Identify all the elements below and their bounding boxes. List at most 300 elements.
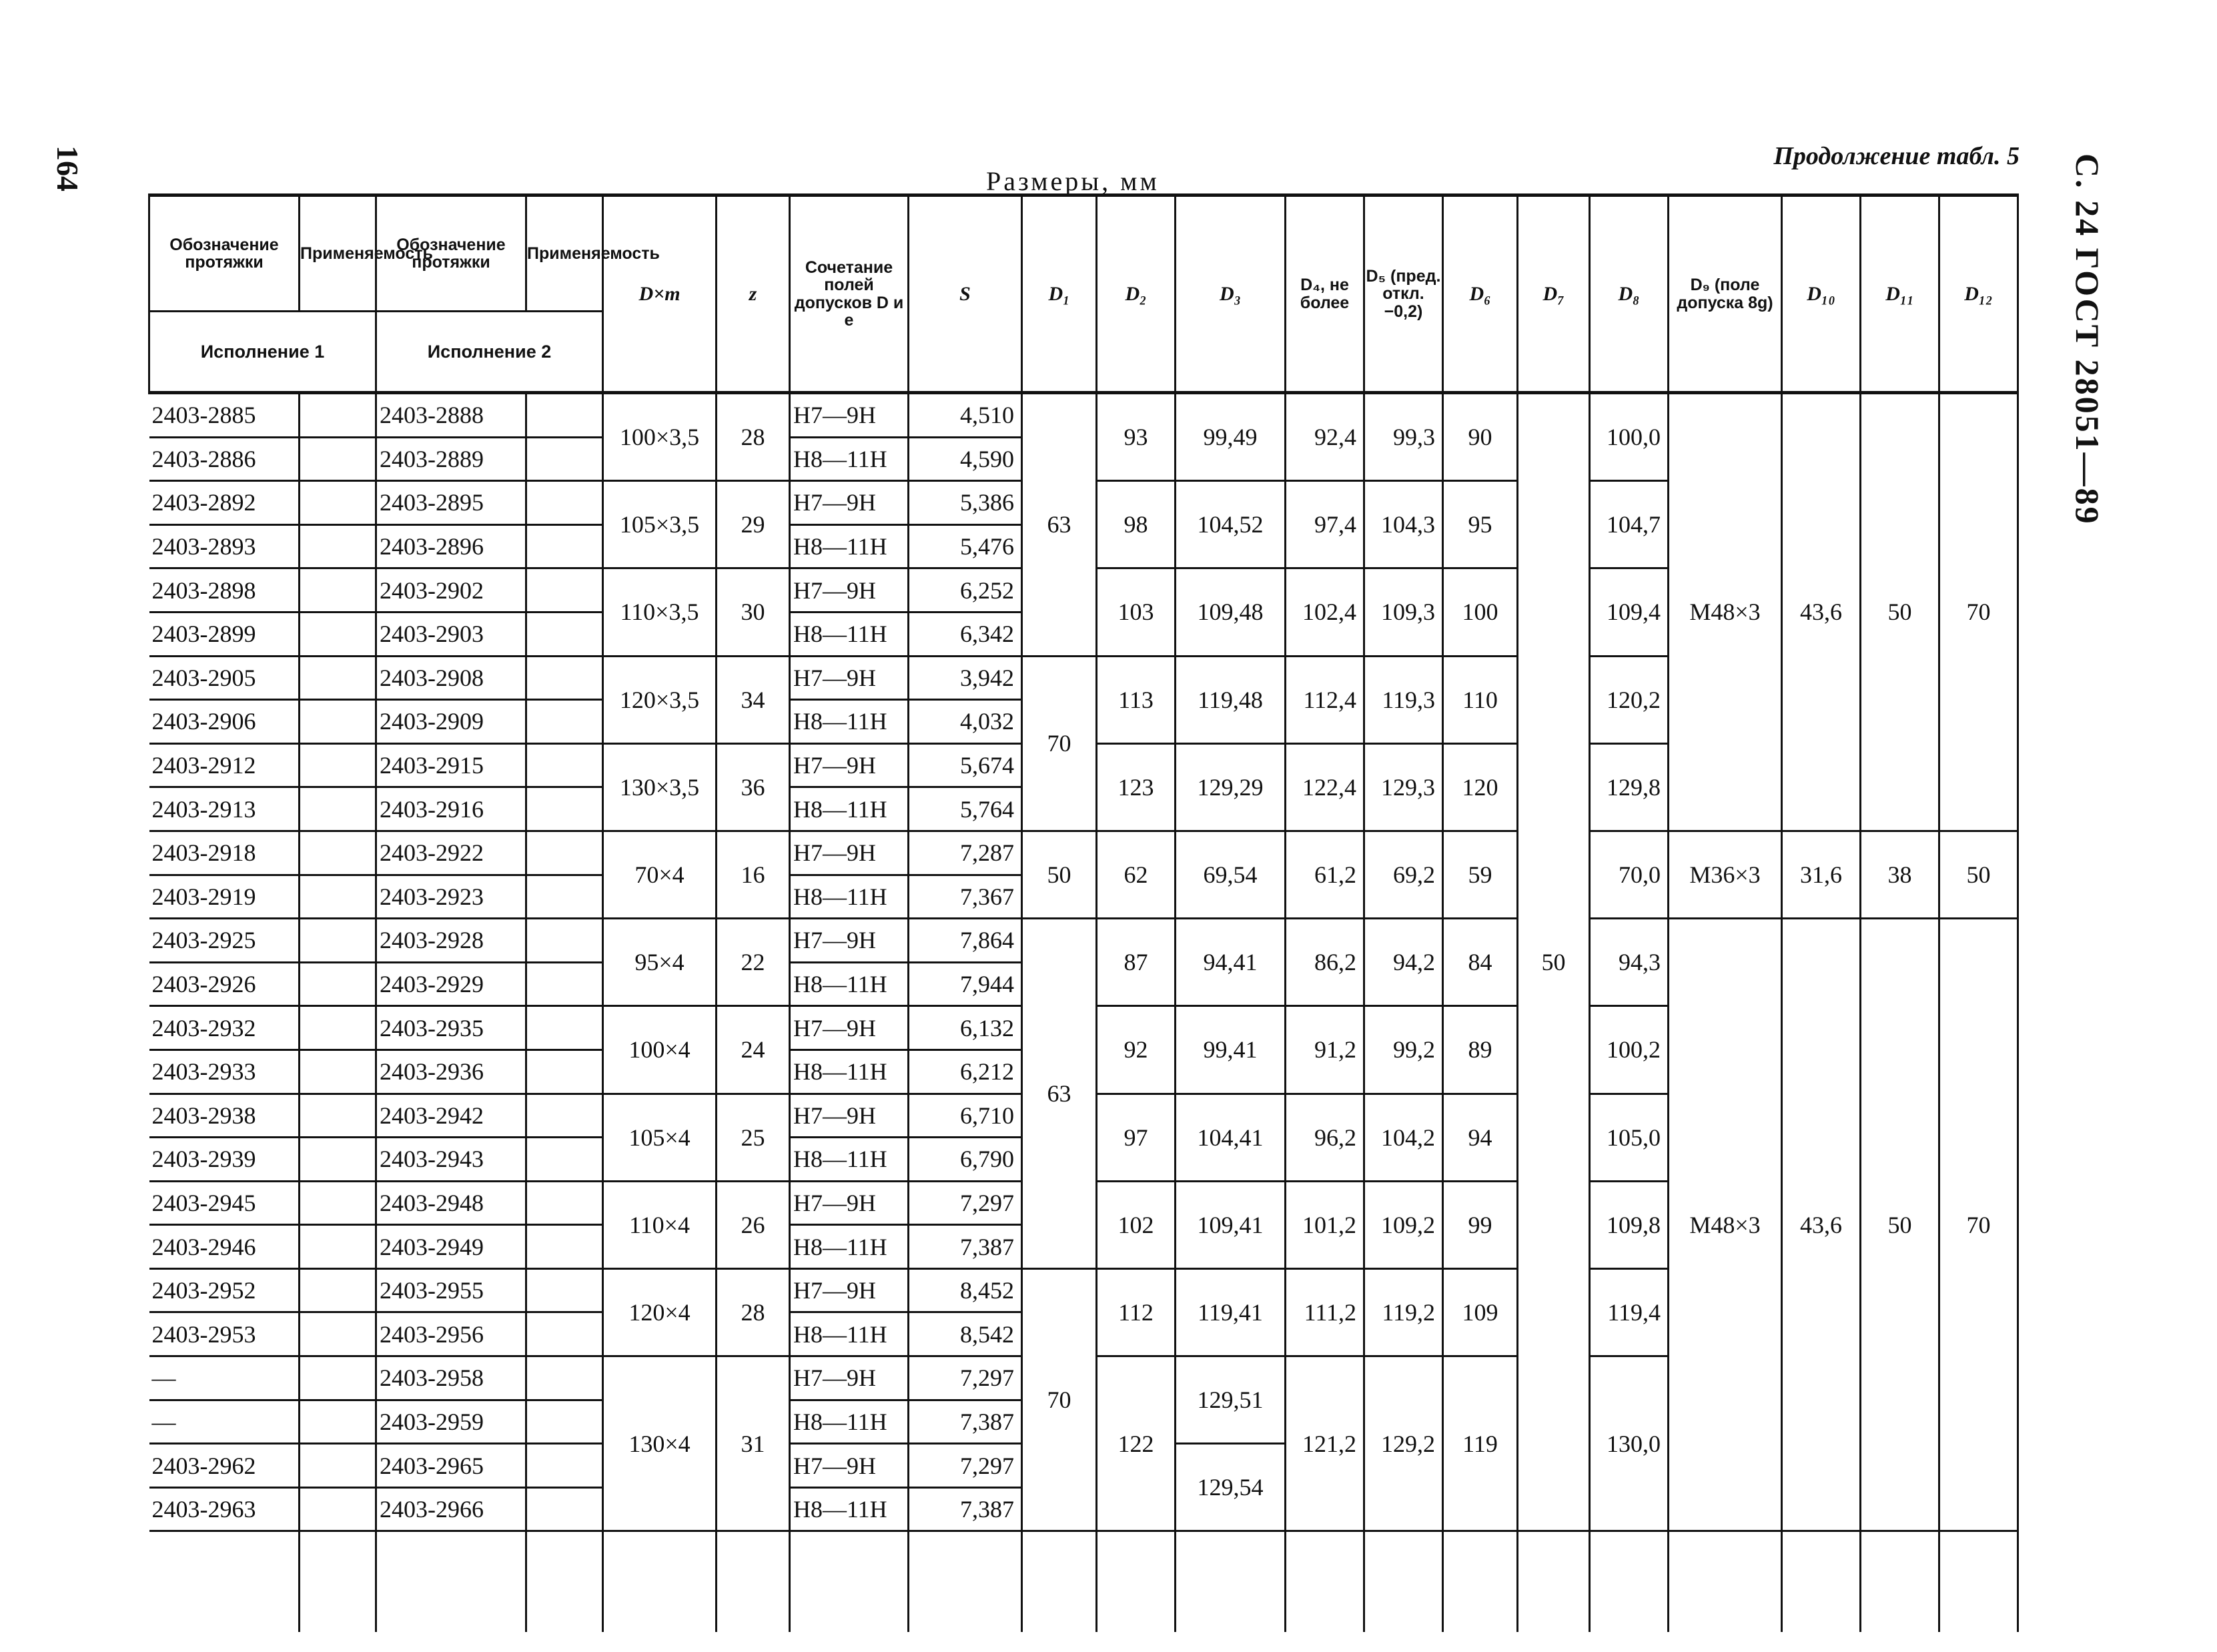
s-value: 6,212 — [909, 1050, 1022, 1094]
s-value: 7,387 — [909, 1400, 1022, 1444]
designation-exec1: 2403-2962 — [149, 1444, 300, 1488]
d6-value: 120 — [1443, 743, 1518, 831]
d9-thread: M48×3 — [1669, 919, 1782, 1531]
designation-exec2: 2403-2895 — [376, 481, 526, 525]
d6-value: 95 — [1443, 481, 1518, 568]
designation-exec1: 2403-2932 — [149, 1006, 300, 1050]
empty-cell — [1590, 1531, 1669, 1633]
applicability-exec1 — [300, 1225, 376, 1269]
d5-value: 129,3 — [1364, 743, 1443, 831]
applicability-exec1 — [300, 393, 376, 438]
applicability-exec2 — [526, 1444, 603, 1488]
d6-value: 89 — [1443, 1006, 1518, 1094]
s-value: 5,674 — [909, 743, 1022, 787]
designation-exec1: 2403-2912 — [149, 743, 300, 787]
dxm-value: 110×4 — [603, 1181, 717, 1268]
d3-value: 129,51 — [1176, 1356, 1286, 1444]
d4-value: 91,2 — [1286, 1006, 1364, 1094]
d4-value: 92,4 — [1286, 393, 1364, 481]
broach-dimensions-table — [148, 193, 2019, 1632]
tolerance-combination: H8—11H — [790, 1225, 909, 1269]
d2-value: 113 — [1097, 656, 1176, 743]
designation-exec1: 2403-2898 — [149, 568, 300, 612]
designation-exec2: 2403-2908 — [376, 656, 526, 700]
d12-value: 70 — [1939, 393, 2018, 831]
d8-value: 100,0 — [1590, 393, 1669, 481]
table-row — [149, 831, 2018, 875]
tolerance-combination: H8—11H — [790, 1312, 909, 1356]
header-applicability-1: Применяемость — [300, 195, 376, 312]
tolerance-combination: H7—9H — [790, 919, 909, 963]
designation-exec2: 2403-2928 — [376, 919, 526, 963]
d8-value: 130,0 — [1590, 1356, 1669, 1531]
d6-value: 110 — [1443, 656, 1518, 743]
d2-value: 103 — [1097, 568, 1176, 656]
applicability-exec1 — [300, 1400, 376, 1444]
tolerance-combination: H7—9H — [790, 831, 909, 875]
d7-value: 50 — [1518, 393, 1590, 1531]
d4-value: 121,2 — [1286, 1356, 1364, 1531]
applicability-exec2 — [526, 1181, 603, 1225]
tolerance-combination: H7—9H — [790, 656, 909, 700]
designation-exec2: 2403-2959 — [376, 1400, 526, 1444]
d3-value: 104,41 — [1176, 1094, 1286, 1181]
header-designation-2: Обозначение протяжки — [376, 195, 526, 312]
applicability-exec1 — [300, 700, 376, 744]
dxm-value: 95×4 — [603, 919, 717, 1006]
s-value: 6,710 — [909, 1094, 1022, 1138]
d8-value: 120,2 — [1590, 656, 1669, 743]
designation-exec1: 2403-2945 — [149, 1181, 300, 1225]
designation-exec2: 2403-2966 — [376, 1487, 526, 1531]
header-execution-2: Исполнение 2 — [376, 312, 603, 393]
header-dxm: D×m — [603, 195, 717, 393]
dxm-value: 120×4 — [603, 1268, 717, 1356]
d8-value: 70,0 — [1590, 831, 1669, 918]
tolerance-combination: H8—11H — [790, 962, 909, 1006]
header-d3: D₃ — [1176, 195, 1286, 393]
d9-thread: M48×3 — [1669, 393, 1782, 831]
header-d2: D₂ — [1097, 195, 1176, 393]
header-d1: D₁ — [1022, 195, 1097, 393]
d8-value: 94,3 — [1590, 919, 1669, 1006]
table-row — [149, 919, 2018, 963]
applicability-exec1 — [300, 1094, 376, 1138]
designation-exec2: 2403-2922 — [376, 831, 526, 875]
d2-value: 93 — [1097, 393, 1176, 481]
designation-exec1: 2403-2885 — [149, 393, 300, 438]
applicability-exec2 — [526, 524, 603, 568]
designation-exec2: 2403-2888 — [376, 393, 526, 438]
designation-exec2: 2403-2943 — [376, 1138, 526, 1182]
header-d5: D₅ (пред. откл. −0,2) — [1364, 195, 1443, 393]
d8-value: 104,7 — [1590, 481, 1669, 568]
s-value: 6,132 — [909, 1006, 1022, 1050]
s-value: 4,590 — [909, 437, 1022, 481]
applicability-exec2 — [526, 612, 603, 656]
d6-value: 100 — [1443, 568, 1518, 656]
designation-exec2: 2403-2902 — [376, 568, 526, 612]
empty-cell — [376, 1531, 526, 1633]
d2-value: 123 — [1097, 743, 1176, 831]
empty-cell — [1176, 1531, 1286, 1633]
empty-cell — [1097, 1531, 1176, 1633]
d5-value: 69,2 — [1364, 831, 1443, 918]
empty-cell — [909, 1531, 1022, 1633]
applicability-exec1 — [300, 962, 376, 1006]
s-value: 6,790 — [909, 1138, 1022, 1182]
d6-value: 59 — [1443, 831, 1518, 918]
d4-value: 122,4 — [1286, 743, 1364, 831]
applicability-exec2 — [526, 1225, 603, 1269]
tolerance-combination: H8—11H — [790, 1487, 909, 1531]
applicability-exec2 — [526, 1356, 603, 1400]
empty-cell — [1364, 1531, 1443, 1633]
designation-exec2: 2403-2936 — [376, 1050, 526, 1094]
tolerance-combination: H8—11H — [790, 875, 909, 919]
tolerance-combination: H7—9H — [790, 743, 909, 787]
applicability-exec1 — [300, 656, 376, 700]
header-d10: D₁₀ — [1782, 195, 1861, 393]
tolerance-combination: H8—11H — [790, 1400, 909, 1444]
d8-value: 129,8 — [1590, 743, 1669, 831]
designation-exec2: 2403-2929 — [376, 962, 526, 1006]
dimensions-caption: Размеры, мм — [986, 166, 1160, 196]
designation-exec2: 2403-2909 — [376, 700, 526, 744]
dxm-value: 130×3,5 — [603, 743, 717, 831]
d3-value: 94,41 — [1176, 919, 1286, 1006]
tolerance-combination: H8—11H — [790, 612, 909, 656]
empty-cell — [1861, 1531, 1939, 1633]
applicability-exec1 — [300, 612, 376, 656]
header-d12: D₁₂ — [1939, 195, 2018, 393]
applicability-exec2 — [526, 1487, 603, 1531]
empty-cell — [790, 1531, 909, 1633]
empty-cell — [1782, 1531, 1861, 1633]
s-value: 5,764 — [909, 787, 1022, 831]
applicability-exec1 — [300, 1356, 376, 1400]
empty-cell — [1669, 1531, 1782, 1633]
d5-value: 104,2 — [1364, 1094, 1443, 1181]
tolerance-combination: H8—11H — [790, 1138, 909, 1182]
applicability-exec2 — [526, 1312, 603, 1356]
applicability-exec2 — [526, 1006, 603, 1050]
d11-value: 38 — [1861, 831, 1939, 918]
d10-value: 43,6 — [1782, 393, 1861, 831]
designation-exec1: 2403-2963 — [149, 1487, 300, 1531]
d6-value: 90 — [1443, 393, 1518, 481]
z-value: 36 — [717, 743, 790, 831]
d6-value: 99 — [1443, 1181, 1518, 1268]
s-value: 7,864 — [909, 919, 1022, 963]
s-value: 7,287 — [909, 831, 1022, 875]
applicability-exec1 — [300, 1312, 376, 1356]
d8-value: 100,2 — [1590, 1006, 1669, 1094]
s-value: 7,387 — [909, 1225, 1022, 1269]
z-value: 22 — [717, 919, 790, 1006]
header-applicability-2: Применяемость — [526, 195, 603, 312]
tolerance-combination: H7—9H — [790, 393, 909, 438]
z-value: 34 — [717, 656, 790, 743]
tolerance-combination: H7—9H — [790, 481, 909, 525]
table-row — [149, 393, 2018, 438]
header-execution-1: Исполнение 1 — [149, 312, 376, 393]
tolerance-combination: H7—9H — [790, 1356, 909, 1400]
applicability-exec1 — [300, 524, 376, 568]
tolerance-combination: H8—11H — [790, 437, 909, 481]
dxm-value: 110×3,5 — [603, 568, 717, 656]
empty-cell — [526, 1531, 603, 1633]
d3-value: 99,49 — [1176, 393, 1286, 481]
applicability-exec1 — [300, 1138, 376, 1182]
s-value: 7,297 — [909, 1356, 1022, 1400]
applicability-exec1 — [300, 787, 376, 831]
d5-value: 104,3 — [1364, 481, 1443, 568]
designation-exec2: 2403-2923 — [376, 875, 526, 919]
d4-value: 61,2 — [1286, 831, 1364, 918]
applicability-exec2 — [526, 919, 603, 963]
d3-value: 109,41 — [1176, 1181, 1286, 1268]
d1-value: 50 — [1022, 831, 1097, 918]
s-value: 4,032 — [909, 700, 1022, 744]
s-value: 7,944 — [909, 962, 1022, 1006]
empty-cell — [1022, 1531, 1097, 1633]
applicability-exec2 — [526, 743, 603, 787]
d4-value: 101,2 — [1286, 1181, 1364, 1268]
standard-side-label: С. 24 ГОСТ 28051—89 — [2069, 153, 2106, 526]
dxm-value: 70×4 — [603, 831, 717, 918]
s-value: 7,297 — [909, 1444, 1022, 1488]
d9-thread: M36×3 — [1669, 831, 1782, 918]
d3-value: 129,29 — [1176, 743, 1286, 831]
applicability-exec1 — [300, 481, 376, 525]
dxm-value: 100×4 — [603, 1006, 717, 1094]
applicability-exec2 — [526, 481, 603, 525]
tolerance-combination: H7—9H — [790, 1268, 909, 1312]
applicability-exec1 — [300, 1006, 376, 1050]
applicability-exec1 — [300, 875, 376, 919]
d4-value: 111,2 — [1286, 1268, 1364, 1356]
designation-exec2: 2403-2915 — [376, 743, 526, 787]
d4-value: 97,4 — [1286, 481, 1364, 568]
designation-exec1: 2403-2918 — [149, 831, 300, 875]
designation-exec2: 2403-2958 — [376, 1356, 526, 1400]
d3-value: 119,48 — [1176, 656, 1286, 743]
header-tolerance-fields: Сочетание полей допусков D и e — [790, 195, 909, 393]
tolerance-combination: H8—11H — [790, 1050, 909, 1094]
applicability-exec2 — [526, 1094, 603, 1138]
d8-value: 119,4 — [1590, 1268, 1669, 1356]
d4-value: 86,2 — [1286, 919, 1364, 1006]
applicability-exec1 — [300, 831, 376, 875]
empty-cell — [717, 1531, 790, 1633]
d5-value: 109,3 — [1364, 568, 1443, 656]
applicability-exec1 — [300, 919, 376, 963]
d5-value: 99,2 — [1364, 1006, 1443, 1094]
d6-value: 84 — [1443, 919, 1518, 1006]
d3-value: 109,48 — [1176, 568, 1286, 656]
table-trailing-space — [149, 1531, 2018, 1633]
header-s: S — [909, 195, 1022, 393]
d11-value: 50 — [1861, 393, 1939, 831]
z-value: 24 — [717, 1006, 790, 1094]
designation-exec1: 2403-2926 — [149, 962, 300, 1006]
s-value: 4,510 — [909, 393, 1022, 438]
tolerance-combination: H7—9H — [790, 1181, 909, 1225]
d4-value: 96,2 — [1286, 1094, 1364, 1181]
header-d11: D₁₁ — [1861, 195, 1939, 393]
d2-value: 97 — [1097, 1094, 1176, 1181]
dxm-value: 120×3,5 — [603, 656, 717, 743]
applicability-exec1 — [300, 1268, 376, 1312]
designation-exec1: 2403-2925 — [149, 919, 300, 963]
applicability-exec2 — [526, 656, 603, 700]
d10-value: 31,6 — [1782, 831, 1861, 918]
applicability-exec2 — [526, 1138, 603, 1182]
header-d6: D₆ — [1443, 195, 1518, 393]
designation-exec1: 2403-2933 — [149, 1050, 300, 1094]
s-value: 6,252 — [909, 568, 1022, 612]
empty-cell — [1443, 1531, 1518, 1633]
page-number: 164 — [51, 145, 85, 191]
applicability-exec1 — [300, 1181, 376, 1225]
applicability-exec2 — [526, 1050, 603, 1094]
d3-value: 104,52 — [1176, 481, 1286, 568]
header-d7: D₇ — [1518, 195, 1590, 393]
designation-exec2: 2403-2942 — [376, 1094, 526, 1138]
applicability-exec2 — [526, 1268, 603, 1312]
d2-value: 102 — [1097, 1181, 1176, 1268]
d5-value: 119,3 — [1364, 656, 1443, 743]
header-z: z — [717, 195, 790, 393]
empty-cell — [1939, 1531, 2018, 1633]
s-value: 7,367 — [909, 875, 1022, 919]
z-value: 30 — [717, 568, 790, 656]
d1-value: 63 — [1022, 919, 1097, 1269]
s-value: 8,452 — [909, 1268, 1022, 1312]
dxm-value: 100×3,5 — [603, 393, 717, 481]
empty-cell — [603, 1531, 717, 1633]
designation-exec1: 2403-2938 — [149, 1094, 300, 1138]
applicability-exec1 — [300, 1050, 376, 1094]
applicability-exec2 — [526, 700, 603, 744]
d2-value: 92 — [1097, 1006, 1176, 1094]
d5-value: 109,2 — [1364, 1181, 1443, 1268]
header-d9: D₉ (поле допуска 8g) — [1669, 195, 1782, 393]
d5-value: 94,2 — [1364, 919, 1443, 1006]
designation-exec1: — — [149, 1356, 300, 1400]
designation-exec2: 2403-2903 — [376, 612, 526, 656]
s-value: 5,386 — [909, 481, 1022, 525]
d8-value: 105,0 — [1590, 1094, 1669, 1181]
d1-value: 70 — [1022, 1268, 1097, 1531]
applicability-exec2 — [526, 831, 603, 875]
tolerance-combination: H8—11H — [790, 700, 909, 744]
designation-exec2: 2403-2948 — [376, 1181, 526, 1225]
s-value: 7,387 — [909, 1487, 1022, 1531]
z-value: 25 — [717, 1094, 790, 1181]
designation-exec1: 2403-2906 — [149, 700, 300, 744]
applicability-exec1 — [300, 1444, 376, 1488]
designation-exec2: 2403-2955 — [376, 1268, 526, 1312]
z-value: 28 — [717, 1268, 790, 1356]
d2-value: 122 — [1097, 1356, 1176, 1531]
applicability-exec2 — [526, 787, 603, 831]
d3-value: 99,41 — [1176, 1006, 1286, 1094]
d6-value: 94 — [1443, 1094, 1518, 1181]
applicability-exec2 — [526, 437, 603, 481]
empty-cell — [1286, 1531, 1364, 1633]
d5-value: 119,2 — [1364, 1268, 1443, 1356]
header-designation-1: Обозначение протяжки — [149, 195, 300, 312]
applicability-exec2 — [526, 568, 603, 612]
tolerance-combination: H7—9H — [790, 568, 909, 612]
applicability-exec1 — [300, 743, 376, 787]
dxm-value: 105×4 — [603, 1094, 717, 1181]
designation-exec1: 2403-2893 — [149, 524, 300, 568]
d12-value: 50 — [1939, 831, 2018, 918]
empty-cell — [300, 1531, 376, 1633]
designation-exec2: 2403-2949 — [376, 1225, 526, 1269]
d3-value: 129,54 — [1176, 1444, 1286, 1531]
tolerance-combination: H7—9H — [790, 1444, 909, 1488]
applicability-exec1 — [300, 437, 376, 481]
designation-exec2: 2403-2956 — [376, 1312, 526, 1356]
dxm-value: 130×4 — [603, 1356, 717, 1531]
tolerance-combination: H7—9H — [790, 1006, 909, 1050]
empty-cell — [149, 1531, 300, 1633]
header-d4: D₄, не более — [1286, 195, 1364, 393]
applicability-exec2 — [526, 962, 603, 1006]
applicability-exec2 — [526, 875, 603, 919]
z-value: 16 — [717, 831, 790, 918]
d3-value: 69,54 — [1176, 831, 1286, 918]
s-value: 3,942 — [909, 656, 1022, 700]
header-d8: D₈ — [1590, 195, 1669, 393]
designation-exec1: 2403-2939 — [149, 1138, 300, 1182]
designation-exec1: 2403-2946 — [149, 1225, 300, 1269]
d10-value: 43,6 — [1782, 919, 1861, 1531]
d2-value: 112 — [1097, 1268, 1176, 1356]
s-value: 7,297 — [909, 1181, 1022, 1225]
designation-exec1: 2403-2905 — [149, 656, 300, 700]
tolerance-combination: H8—11H — [790, 524, 909, 568]
designation-exec1: 2403-2899 — [149, 612, 300, 656]
designation-exec2: 2403-2916 — [376, 787, 526, 831]
tolerance-combination: H8—11H — [790, 787, 909, 831]
designation-exec1: 2403-2952 — [149, 1268, 300, 1312]
s-value: 6,342 — [909, 612, 1022, 656]
d6-value: 119 — [1443, 1356, 1518, 1531]
s-value: 5,476 — [909, 524, 1022, 568]
s-value: 8,542 — [909, 1312, 1022, 1356]
designation-exec1: — — [149, 1400, 300, 1444]
d2-value: 62 — [1097, 831, 1176, 918]
applicability-exec1 — [300, 568, 376, 612]
z-value: 28 — [717, 393, 790, 481]
d8-value: 109,8 — [1590, 1181, 1669, 1268]
designation-exec1: 2403-2886 — [149, 437, 300, 481]
d11-value: 50 — [1861, 919, 1939, 1531]
d3-value: 119,41 — [1176, 1268, 1286, 1356]
tolerance-combination: H7—9H — [790, 1094, 909, 1138]
designation-exec1: 2403-2913 — [149, 787, 300, 831]
d4-value: 112,4 — [1286, 656, 1364, 743]
applicability-exec2 — [526, 393, 603, 438]
designation-exec1: 2403-2892 — [149, 481, 300, 525]
applicability-exec2 — [526, 1400, 603, 1444]
designation-exec1: 2403-2919 — [149, 875, 300, 919]
